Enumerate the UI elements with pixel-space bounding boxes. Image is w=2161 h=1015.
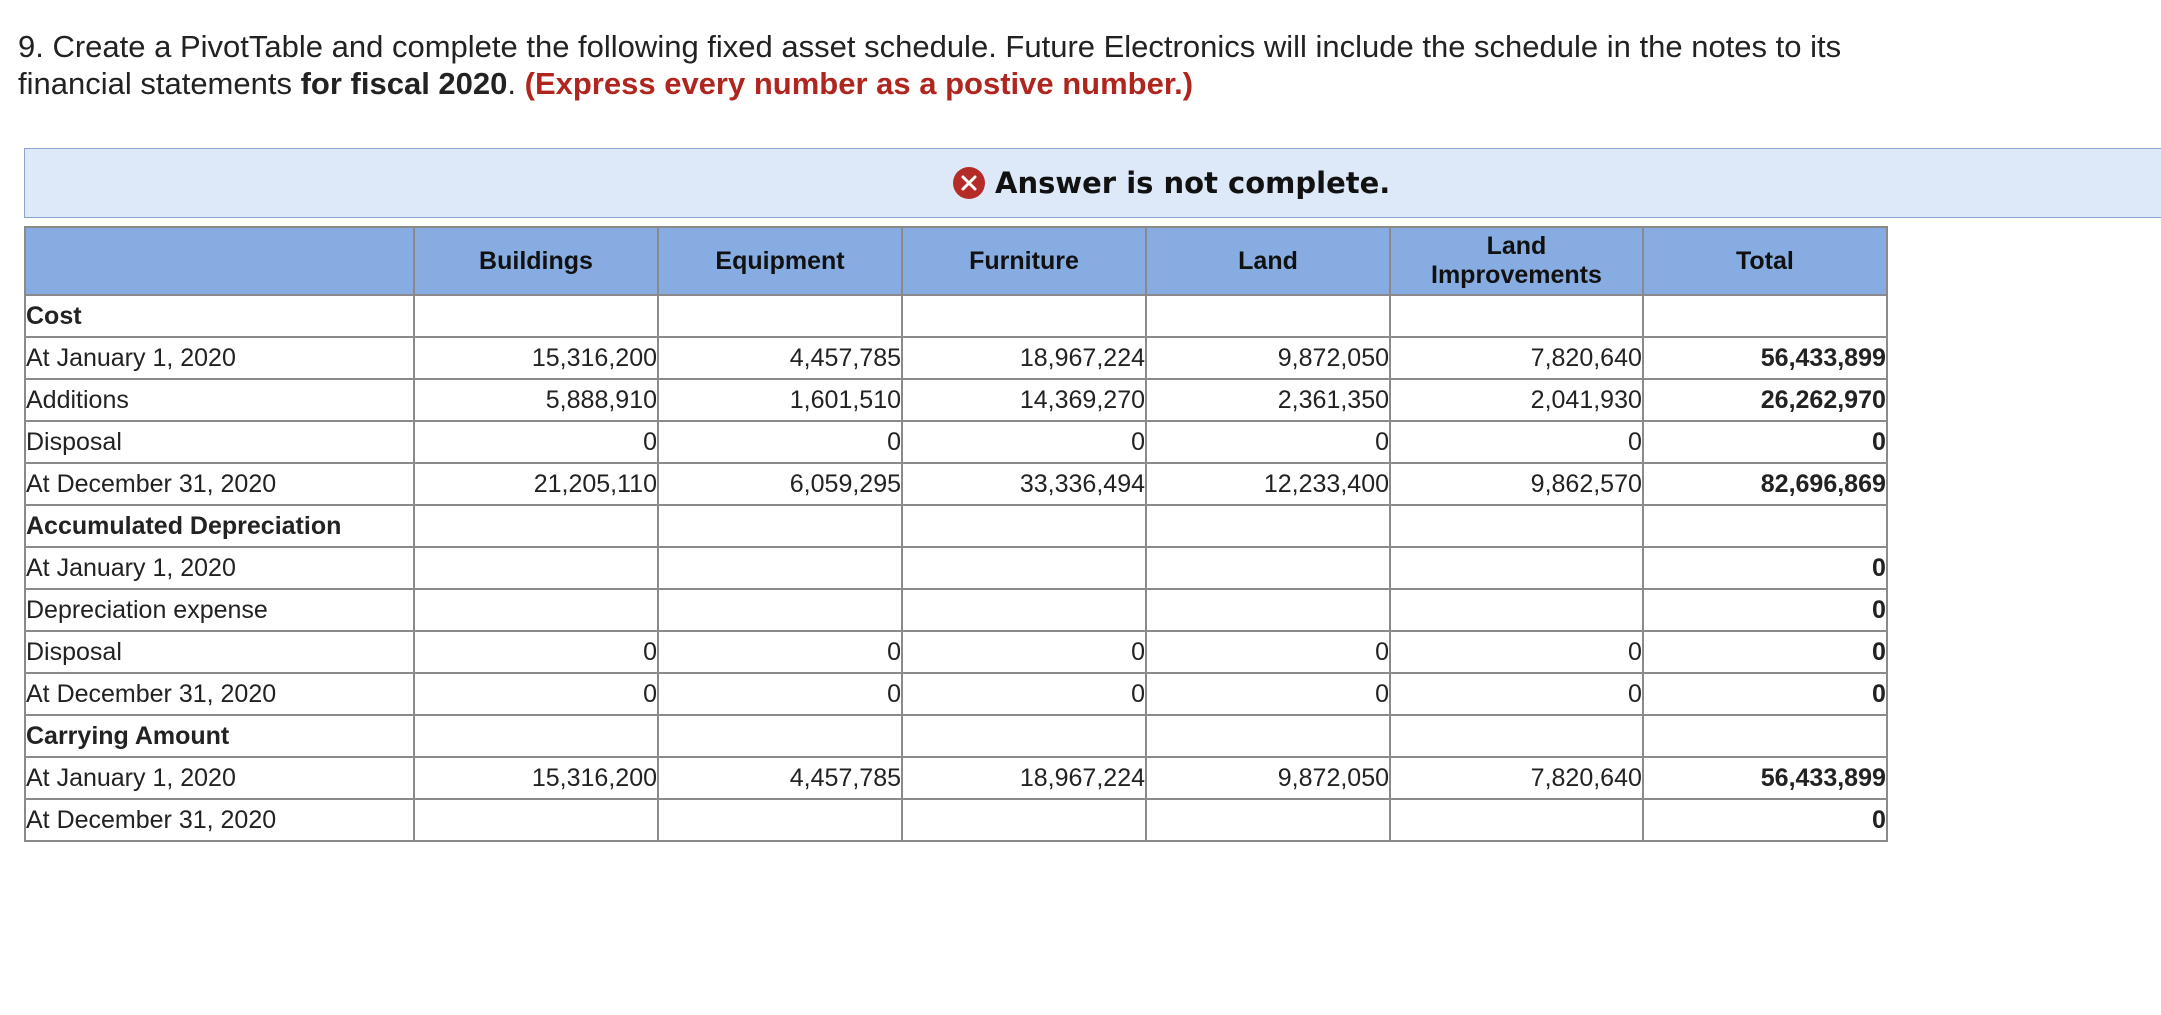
value-cell[interactable]: [414, 799, 658, 841]
value-cell[interactable]: 7,820,640: [1390, 757, 1643, 799]
value-cell[interactable]: [414, 589, 658, 631]
value-cell: [658, 505, 902, 547]
question-text: [18, 28, 2118, 102]
section-row: [25, 715, 1887, 757]
total-cell: 56,433,899: [1643, 757, 1887, 799]
value-cell[interactable]: [1146, 799, 1390, 841]
section-row: [25, 505, 1887, 547]
value-cell[interactable]: 0: [414, 631, 658, 673]
value-cell[interactable]: 4,457,785: [658, 757, 902, 799]
total-cell: 56,433,899: [1643, 337, 1887, 379]
schedule-body: [25, 295, 1887, 841]
total-cell: 0: [1643, 421, 1887, 463]
value-cell: [1146, 715, 1390, 757]
row-label: At December 31, 2020: [25, 463, 414, 505]
total-cell: [1643, 295, 1887, 337]
row-label: Depreciation expense: [25, 589, 414, 631]
total-cell: [1643, 505, 1887, 547]
value-cell: [1390, 295, 1643, 337]
row-label: Disposal: [25, 631, 414, 673]
value-cell[interactable]: 9,872,050: [1146, 337, 1390, 379]
total-cell: 82,696,869: [1643, 463, 1887, 505]
value-cell[interactable]: 0: [1390, 631, 1643, 673]
table-row: [25, 379, 1887, 421]
value-cell[interactable]: 0: [414, 673, 658, 715]
value-cell[interactable]: 7,820,640: [1390, 337, 1643, 379]
value-cell[interactable]: 18,967,224: [902, 757, 1146, 799]
value-cell[interactable]: 0: [1146, 421, 1390, 463]
section-label: Cost: [25, 295, 414, 337]
value-cell[interactable]: 0: [658, 421, 902, 463]
fixed-asset-schedule: [24, 226, 1888, 842]
header-row: [25, 227, 1887, 295]
question-line-2-prefix: financial statements: [18, 66, 301, 101]
value-cell[interactable]: 0: [1146, 631, 1390, 673]
value-cell: [1390, 715, 1643, 757]
value-cell[interactable]: [902, 799, 1146, 841]
value-cell[interactable]: 2,041,930: [1390, 379, 1643, 421]
value-cell[interactable]: 2,361,350: [1146, 379, 1390, 421]
value-cell[interactable]: 0: [1390, 421, 1643, 463]
value-cell[interactable]: 0: [658, 631, 902, 673]
row-label: Disposal: [25, 421, 414, 463]
value-cell: [414, 505, 658, 547]
value-cell[interactable]: 0: [902, 673, 1146, 715]
value-cell[interactable]: [1146, 547, 1390, 589]
value-cell[interactable]: [658, 589, 902, 631]
table-row: [25, 421, 1887, 463]
question-line-2-period: .: [507, 66, 525, 101]
header-blank: [25, 227, 414, 295]
answer-status-text: Answer is not complete.: [995, 166, 1391, 200]
value-cell[interactable]: 0: [658, 673, 902, 715]
question-line-1: 9. Create a PivotTable and complete the following fixed asset schedule. Future Electronics will include the schedule in the notes to its: [18, 29, 1842, 64]
value-cell[interactable]: [1390, 547, 1643, 589]
value-cell[interactable]: [414, 547, 658, 589]
total-cell: [1643, 715, 1887, 757]
column-header-land: Land: [1146, 227, 1390, 295]
value-cell: [658, 295, 902, 337]
value-cell[interactable]: [902, 589, 1146, 631]
value-cell[interactable]: 6,059,295: [658, 463, 902, 505]
table-row: [25, 589, 1887, 631]
total-cell: 0: [1643, 631, 1887, 673]
column-header-total: Total: [1643, 227, 1887, 295]
question-instruction: (Express every number as a postive number.): [524, 66, 1194, 101]
value-cell[interactable]: [658, 799, 902, 841]
value-cell[interactable]: 4,457,785: [658, 337, 902, 379]
value-cell[interactable]: 0: [1390, 673, 1643, 715]
value-cell[interactable]: 0: [414, 421, 658, 463]
question-line-2: [18, 65, 2118, 102]
row-label: Additions: [25, 379, 414, 421]
value-cell[interactable]: 14,369,270: [902, 379, 1146, 421]
value-cell[interactable]: 15,316,200: [414, 337, 658, 379]
column-header-land-improvements: Land Improvements: [1390, 227, 1643, 295]
table-row: [25, 547, 1887, 589]
value-cell[interactable]: 9,862,570: [1390, 463, 1643, 505]
total-cell: 26,262,970: [1643, 379, 1887, 421]
value-cell[interactable]: 9,872,050: [1146, 757, 1390, 799]
value-cell[interactable]: 5,888,910: [414, 379, 658, 421]
column-header-equipment: Equipment: [658, 227, 902, 295]
value-cell[interactable]: [902, 547, 1146, 589]
value-cell[interactable]: 18,967,224: [902, 337, 1146, 379]
value-cell[interactable]: 12,233,400: [1146, 463, 1390, 505]
section-label: Accumulated Depreciation: [25, 505, 414, 547]
row-label: At December 31, 2020: [25, 799, 414, 841]
value-cell: [1146, 505, 1390, 547]
total-cell: 0: [1643, 547, 1887, 589]
total-cell: 0: [1643, 673, 1887, 715]
column-header-furniture: Furniture: [902, 227, 1146, 295]
table-row: [25, 757, 1887, 799]
value-cell[interactable]: 0: [1146, 673, 1390, 715]
column-header-buildings: Buildings: [414, 227, 658, 295]
question-fiscal-emphasis: for fiscal 2020: [300, 66, 508, 101]
value-cell: [414, 715, 658, 757]
table-row: [25, 337, 1887, 379]
answer-status-banner: [24, 148, 2161, 218]
value-cell[interactable]: 0: [902, 421, 1146, 463]
value-cell[interactable]: 21,205,110: [414, 463, 658, 505]
value-cell[interactable]: [658, 547, 902, 589]
value-cell[interactable]: 33,336,494: [902, 463, 1146, 505]
x-circle-icon: [953, 167, 985, 199]
table-row: [25, 673, 1887, 715]
value-cell: [902, 295, 1146, 337]
row-label: At December 31, 2020: [25, 673, 414, 715]
value-cell: [414, 295, 658, 337]
value-cell: [1390, 505, 1643, 547]
value-cell[interactable]: 1,601,510: [658, 379, 902, 421]
total-cell: 0: [1643, 589, 1887, 631]
value-cell: [658, 715, 902, 757]
row-label: At January 1, 2020: [25, 547, 414, 589]
value-cell[interactable]: [1390, 589, 1643, 631]
value-cell: [902, 715, 1146, 757]
total-cell: 0: [1643, 799, 1887, 841]
row-label: At January 1, 2020: [25, 337, 414, 379]
table-row: [25, 799, 1887, 841]
table-row: [25, 463, 1887, 505]
row-label: At January 1, 2020: [25, 757, 414, 799]
section-label: Carrying Amount: [25, 715, 414, 757]
value-cell[interactable]: [1390, 799, 1643, 841]
value-cell[interactable]: 15,316,200: [414, 757, 658, 799]
value-cell: [902, 505, 1146, 547]
value-cell[interactable]: 0: [902, 631, 1146, 673]
value-cell: [1146, 295, 1390, 337]
table-row: [25, 631, 1887, 673]
value-cell[interactable]: [1146, 589, 1390, 631]
section-row: [25, 295, 1887, 337]
